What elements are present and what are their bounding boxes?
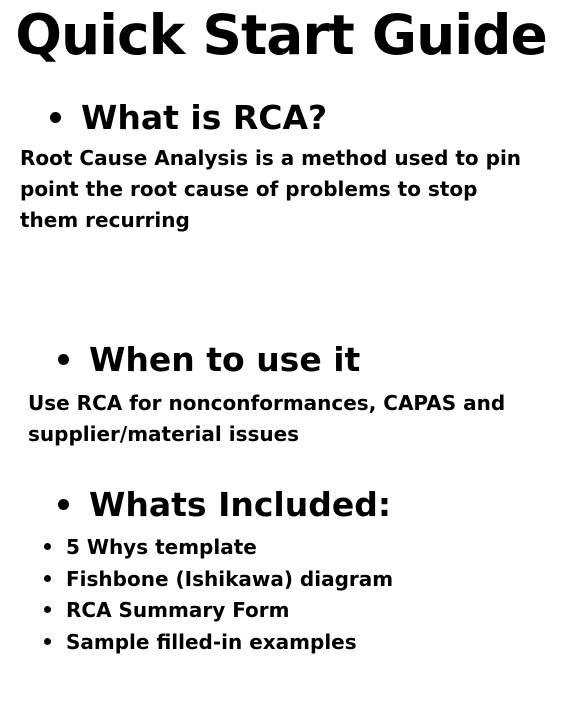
section-heading-label: When to use it bbox=[89, 340, 361, 379]
bullet-icon bbox=[44, 543, 51, 550]
included-items-list bbox=[44, 532, 393, 658]
bullet-icon bbox=[44, 606, 51, 613]
bullet-icon bbox=[44, 638, 51, 645]
section-body-when-to-use: Use RCA for nonconformances, CAPAS and supplier/material issues bbox=[28, 391, 506, 446]
list-item bbox=[44, 595, 393, 627]
page-title: Quick Start Guide bbox=[15, 3, 547, 67]
section-heading-whats-included bbox=[58, 485, 391, 525]
list-item-label: 5 Whys template bbox=[66, 535, 257, 559]
list-item-label: Sample filled-in examples bbox=[66, 629, 357, 654]
list-item-label: RCA Summary Form bbox=[66, 598, 290, 622]
list-item bbox=[44, 532, 393, 564]
bullet-icon bbox=[50, 112, 61, 123]
bullet-icon bbox=[58, 354, 69, 365]
list-item bbox=[44, 564, 393, 596]
section-heading-label: Whats Included: bbox=[89, 485, 392, 524]
bullet-icon bbox=[58, 499, 69, 510]
section-body-what-is-rca: Root Cause Analysis is a method used to pin point the root cause of problems to stop them recurring bbox=[20, 146, 522, 232]
section-heading-when-to-use bbox=[58, 340, 360, 380]
list-item-label: Fishbone (Ishikawa) diagram bbox=[66, 566, 394, 591]
section-heading-what-is-rca bbox=[50, 98, 327, 138]
list-item bbox=[44, 627, 393, 659]
bullet-icon bbox=[44, 575, 51, 582]
section-heading-label: What is RCA? bbox=[81, 98, 328, 137]
